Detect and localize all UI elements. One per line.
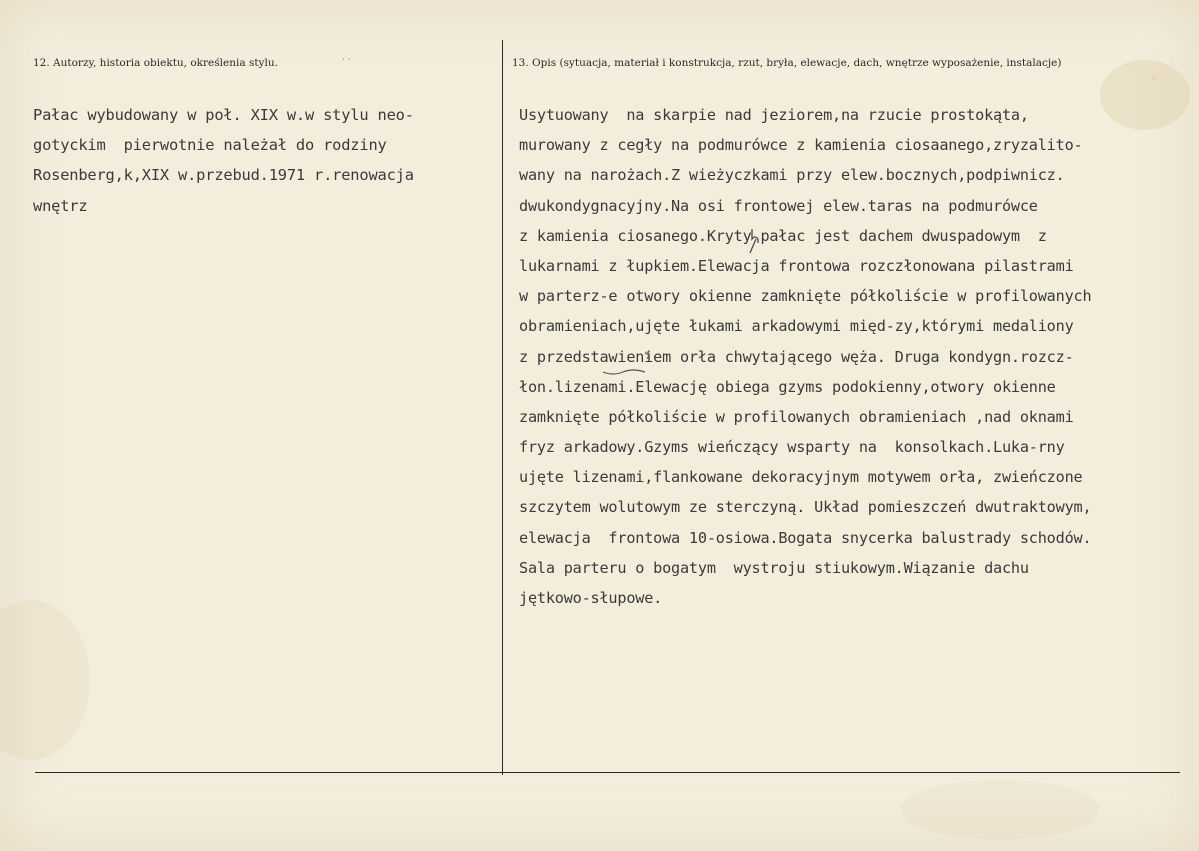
section-12-heading: 12. Autorzy, historia obiektu, określenia stylu.: [33, 57, 278, 69]
text-line: w parterz-e otwory okienne zamknięte półkoliście w profilowanych: [519, 287, 1092, 306]
text-line: wnętrz: [33, 196, 88, 215]
paper-stain: [900, 780, 1100, 840]
text-line: gotyckim pierwotnie należał do rodziny: [33, 136, 387, 155]
text-line: Usytuowany na skarpie nad jeziorem,na rzucie prostokąta,: [519, 106, 1029, 124]
paper-stain: [1100, 60, 1190, 130]
text-line: lukarnami z łupkiem.Elewacja frontowa rozczłonowana pilastrami: [519, 256, 1074, 275]
text-line: zamknięte półkoliście w profilowanych obramieniach ,nad oknami: [519, 407, 1074, 426]
handwritten-correction: [744, 225, 768, 255]
text-line: z kamienia ciosanego.Kryty pałac jest dachem dwuspadowym z: [519, 226, 1047, 245]
text-line: ujęte lizenami,flankowane dekoracyjnym motywem orła, zwieńczone: [519, 468, 1083, 487]
text-line: jętkowo-słupowe.: [519, 589, 663, 607]
text-line: Rosenberg,k,XIX w.przebud.1971 r.renowacja: [33, 166, 414, 185]
text-line: łon.lizenami.Elewację obiega gzyms podokienny,otwory okienne: [519, 377, 1056, 396]
text-line: murowany z cegły na podmurówce z kamienia ciosaanego,zryzalito-: [519, 136, 1083, 155]
section-12-text: [33, 100, 414, 221]
text-line: obramieniach,ujęte łukami arkadowymi międ-zy,którymi medaliony: [519, 317, 1074, 336]
text-line: fryz arkadowy.Gzyms wieńczący wsparty na konsolkach.Luka-rny: [519, 438, 1065, 457]
ink-speck: ⁘: [1150, 74, 1158, 84]
bleed-through-text: [840, 630, 843, 641]
text-line: elewacja frontowa 10-osiowa.Bogata snycerka balustrady schodów.: [519, 528, 1092, 547]
text-line: wany na narożach.Z wieżyczkami przy elew.bocznych,podpiwnicz.: [519, 166, 1065, 185]
handwritten-underline: [595, 345, 655, 385]
text-line: szczytem wolutowym ze sterczyną. Układ pomieszczeń dwutraktowym,: [519, 498, 1092, 517]
section-13-heading: 13. Opis (sytuacja, materiał i konstrukcja, rzut, bryła, elewacje, dach, wnętrze wyposażenie, instalacje): [512, 57, 1062, 69]
text-line: Sala parteru o bogatym wystroju stiukowym.Wiązanie dachu: [519, 558, 1029, 577]
bottom-rule: [35, 772, 1180, 773]
text-line: z przedstawieniem orła chwytającego węża. Druga kondygn.rozcz-: [519, 347, 1074, 366]
text-line: Pałac wybudowany w poł. XIX w.w stylu neo-: [33, 106, 414, 124]
text-line: dwukondygnacyjny.Na osi frontowej elew.taras na podmurówce: [519, 196, 1038, 215]
column-divider: [502, 40, 503, 775]
ink-speck: · ·: [342, 55, 351, 65]
paper-stain: [0, 600, 90, 760]
